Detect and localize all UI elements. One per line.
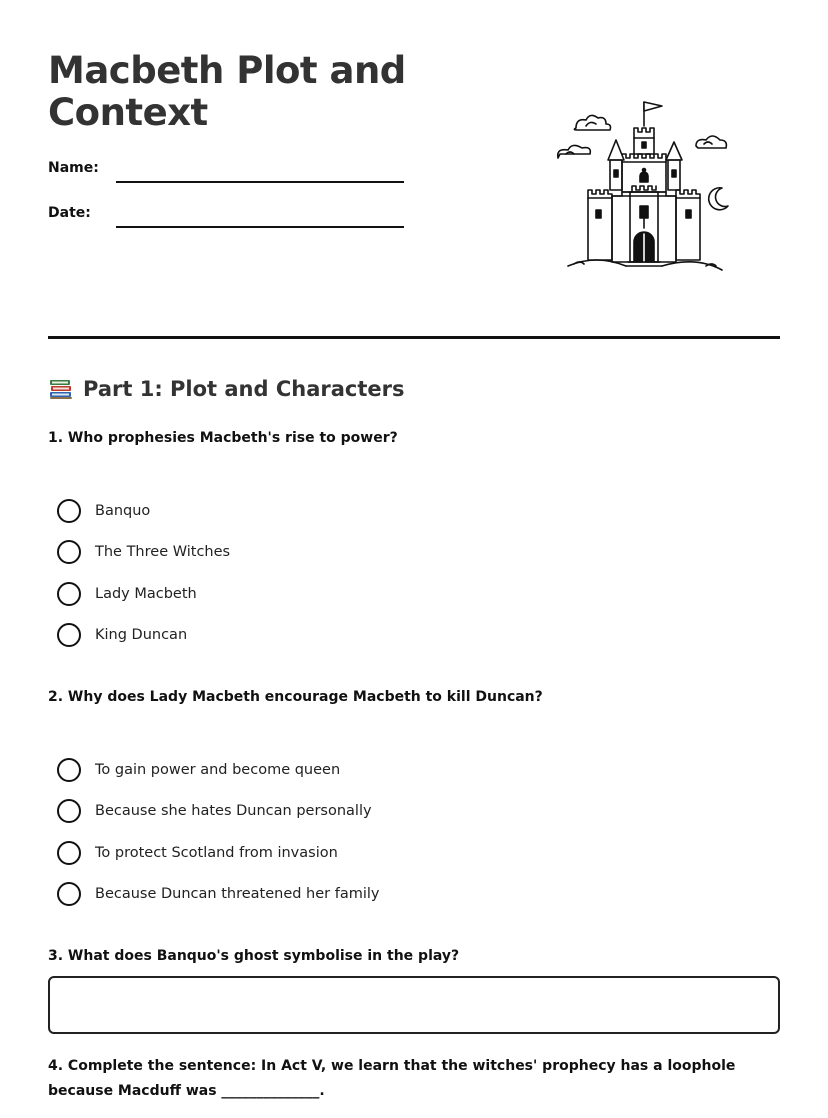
castle-illustration [556, 96, 732, 276]
option-label: Because Duncan threatened her family [95, 886, 380, 903]
option-label: The Three Witches [95, 544, 231, 561]
worksheet-title: Macbeth Plot and Context [48, 49, 406, 134]
question-4: 4. Complete the sentence: In Act V, we learn that the witches' prophecy has a loophole because Macduff was ______________. [48, 1058, 736, 1099]
radio-button[interactable] [57, 499, 81, 523]
date-write-line[interactable] [116, 226, 404, 228]
q2-option-protect-scotland[interactable] [57, 832, 757, 874]
radio-button[interactable] [57, 799, 81, 823]
date-field [48, 205, 404, 235]
name-label: Name: [48, 160, 99, 176]
q2-option-threatened-family[interactable] [57, 874, 757, 916]
radio-button[interactable] [57, 841, 81, 865]
option-label: Because she hates Duncan personally [95, 803, 372, 820]
radio-button[interactable] [57, 758, 81, 782]
q2-option-hates-duncan[interactable] [57, 791, 757, 833]
question-1: 1. Who prophesies Macbeth's rise to power? [48, 430, 398, 446]
question-1-options [57, 490, 757, 656]
option-label: To gain power and become queen [95, 761, 341, 778]
radio-button[interactable] [57, 882, 81, 906]
radio-button[interactable] [57, 623, 81, 647]
question-2: 2. Why does Lady Macbeth encourage Macbeth to kill Duncan? [48, 689, 543, 705]
option-label: Lady Macbeth [95, 585, 197, 602]
part1-header [48, 372, 405, 406]
question-3-answer-box[interactable] [48, 976, 780, 1034]
section-divider [48, 336, 780, 339]
question-2-options [57, 749, 757, 915]
option-label: Banquo [95, 502, 151, 519]
name-field [48, 160, 404, 190]
q1-option-king-duncan[interactable] [57, 615, 757, 657]
q1-option-lady-macbeth[interactable] [57, 573, 757, 615]
option-label: To protect Scotland from invasion [95, 844, 338, 861]
books-icon [48, 376, 74, 402]
name-write-line[interactable] [116, 181, 404, 183]
q1-option-three-witches[interactable] [57, 532, 757, 574]
worksheet-page [48, 0, 780, 1118]
q2-option-gain-power[interactable] [57, 749, 757, 791]
part1-title: Part 1: Plot and Characters [83, 377, 405, 401]
q1-option-banquo[interactable] [57, 490, 757, 532]
radio-button[interactable] [57, 582, 81, 606]
option-label: King Duncan [95, 627, 188, 644]
date-label: Date: [48, 205, 91, 221]
question-3: 3. What does Banquo's ghost symbolise in the play? [48, 948, 460, 964]
radio-button[interactable] [57, 540, 81, 564]
